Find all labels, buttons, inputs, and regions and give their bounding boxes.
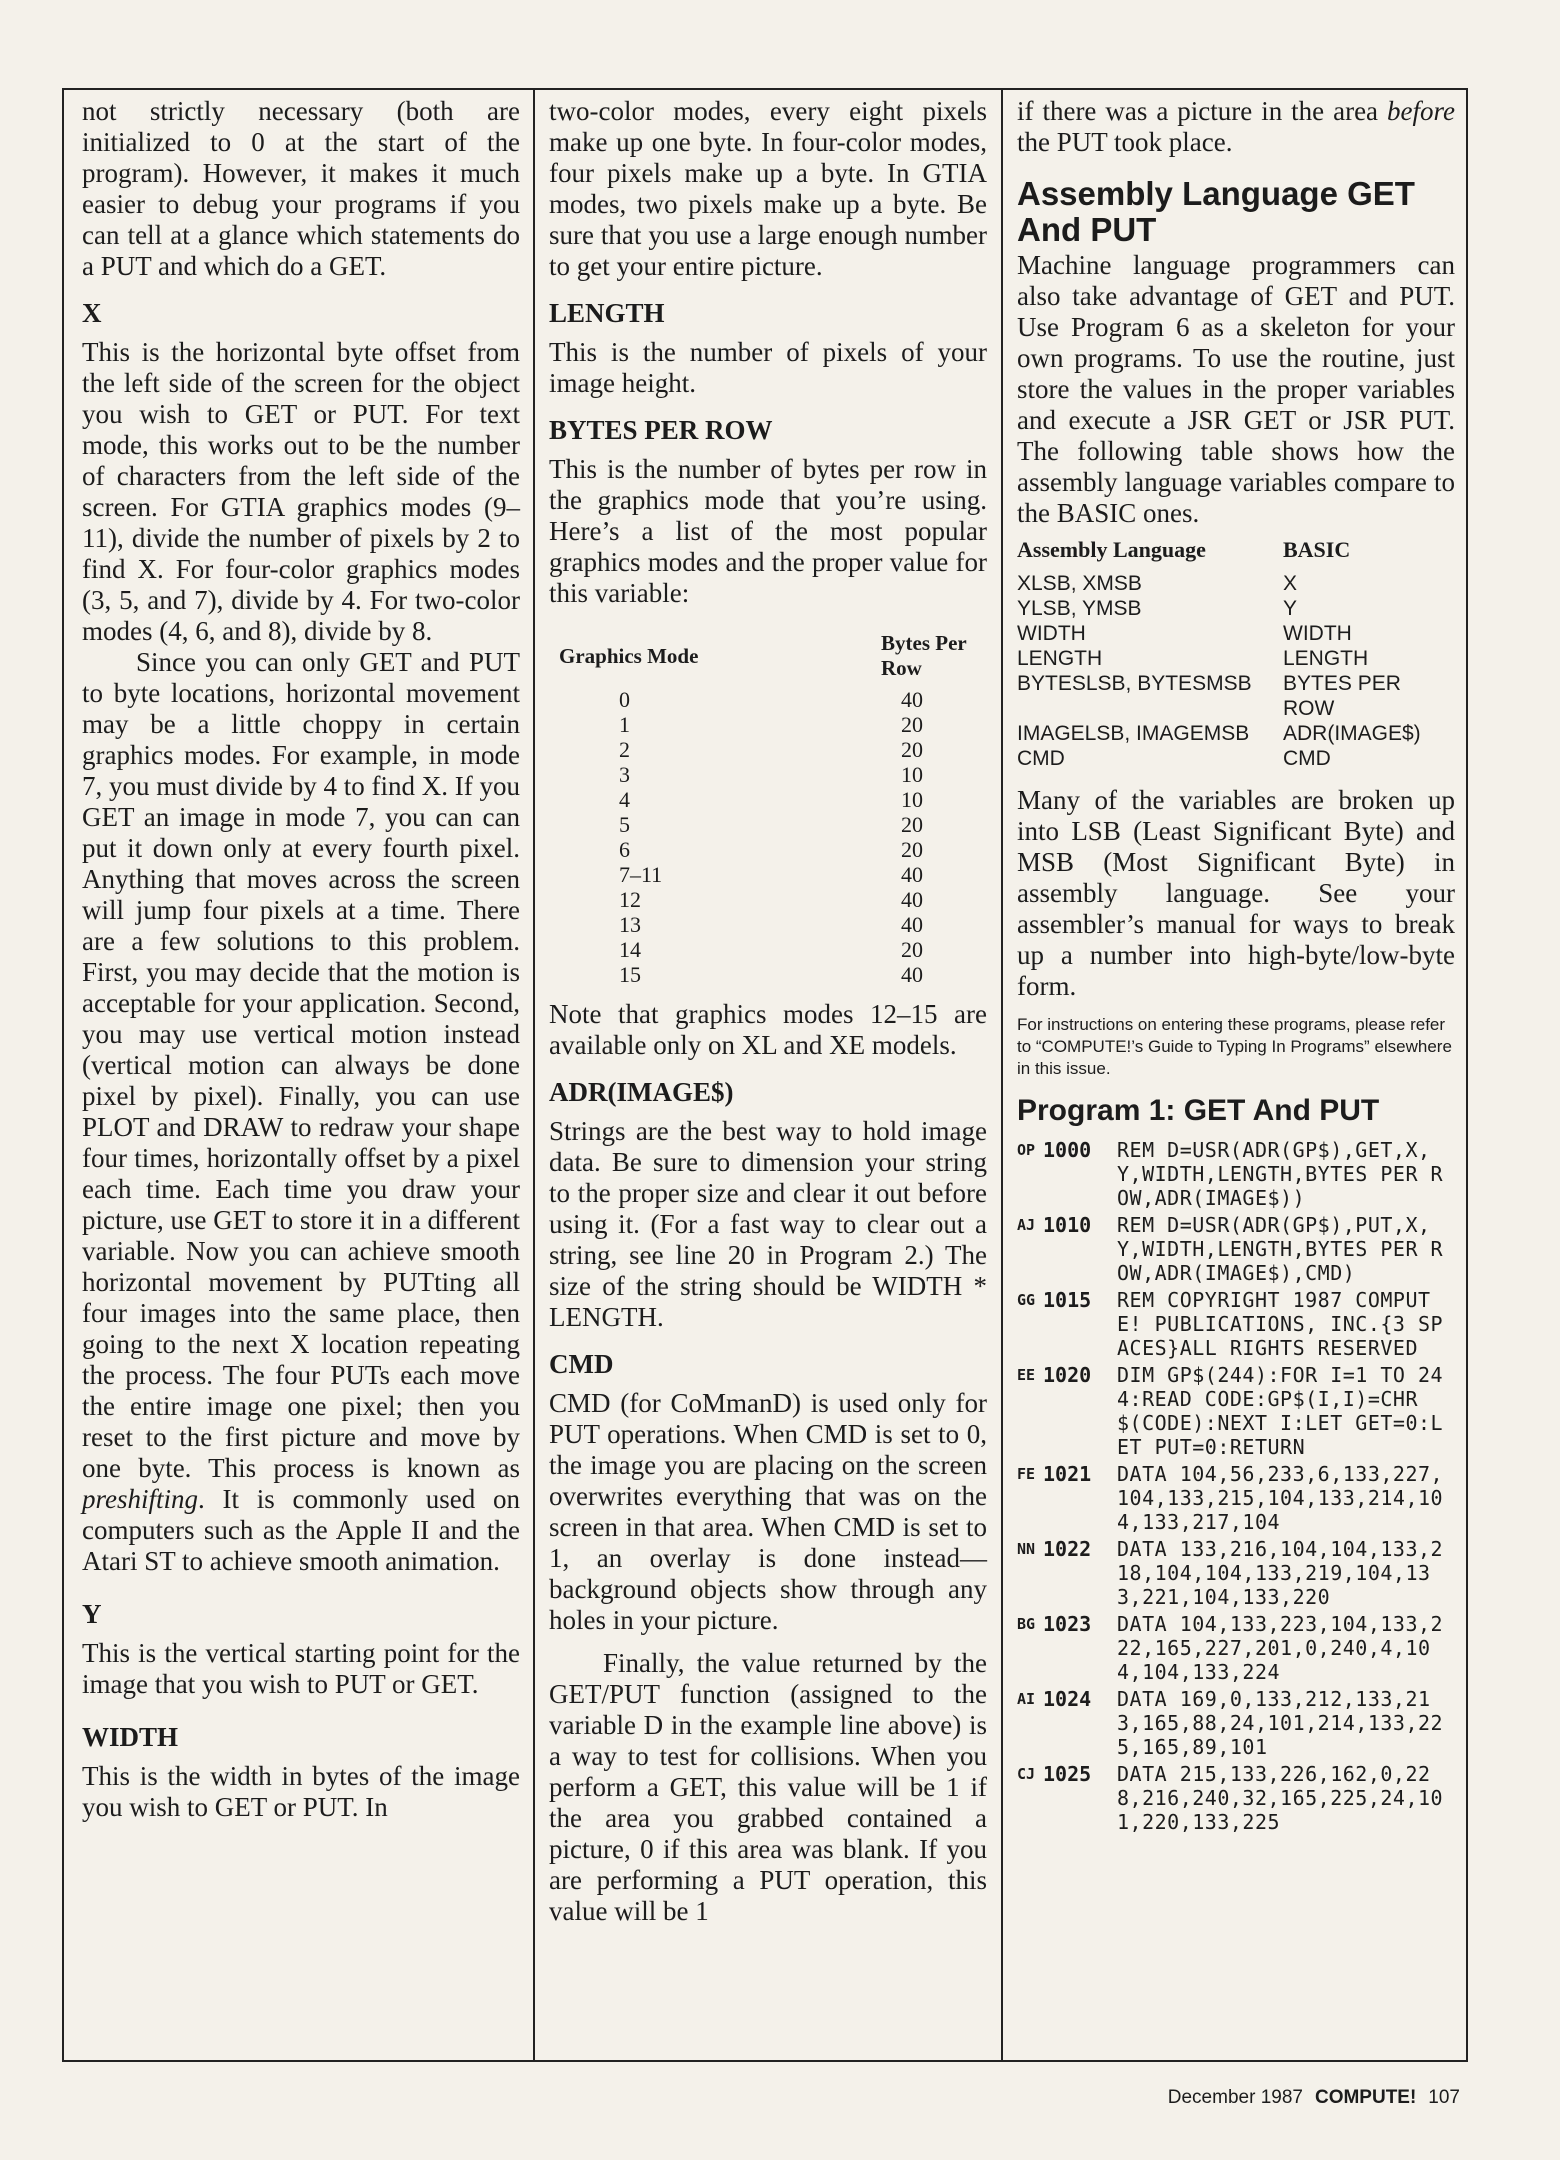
paragraph	[82, 647, 520, 1577]
assembly-variable-cell: WIDTH	[1017, 622, 1086, 645]
line-number: 1024	[1043, 1687, 1092, 1711]
graphics-mode-cell: 4	[619, 787, 630, 812]
checksum: BG	[1017, 1615, 1036, 1633]
table-row	[559, 712, 987, 737]
checksum: OP	[1017, 1141, 1036, 1159]
table-row	[1017, 646, 1455, 671]
table-header: Assembly Language	[1017, 537, 1206, 562]
paragraph: This is the horizontal byte offset from the left side of the screen for the object you wish to GET or PUT. For text mode, this works out to be the number of characters from the left side of the screen. For GTIA graphics modes (9–11), divide the number of pixels by 2 to find X. For four-color graphics modes (3, 5, and 7), divide by 4. For two-color modes (4, 6, and 8), divide by 8.	[82, 337, 520, 646]
graphics-mode-cell: 14	[619, 937, 641, 962]
assembly-variable-table	[1017, 537, 1455, 771]
code-text: DATA 104,56,233,6,133,227,104,133,215,104,133,214,104,133,217,104	[1117, 1462, 1444, 1534]
graphics-mode-cell: 3	[619, 762, 630, 787]
code-text: REM D=USR(ADR(GP$),PUT,X,Y,WIDTH,LENGTH,BYTES PER ROW,ADR(IMAGE$),CMD)	[1117, 1213, 1444, 1285]
table-row	[1017, 671, 1455, 721]
bytes-per-row-cell: 20	[901, 937, 923, 962]
paragraph: not strictly necessary (both are initialized to 0 at the start of the program). However, it makes it much easier to debug your programs if you can tell at a glance which statements do a PUT and which do a GET.	[82, 96, 520, 281]
code-line	[1017, 1762, 1455, 1834]
table-row	[559, 737, 987, 762]
assembly-variable-cell: YLSB, YMSB	[1017, 597, 1142, 620]
graphics-mode-cell: 12	[619, 887, 641, 912]
graphics-mode-cell: 6	[619, 837, 630, 862]
bytes-per-row-cell: 10	[901, 787, 923, 812]
basic-variable-cell: X	[1283, 572, 1298, 595]
table-row	[1017, 596, 1455, 621]
bytes-per-row-cell: 40	[901, 862, 923, 887]
program-title: Program 1: GET And PUT	[1017, 1094, 1380, 1127]
line-number: 1020	[1043, 1363, 1092, 1387]
paragraph: Machine language programmers can also take advantage of GET and PUT. Use Program 6 as a skeleton for your own programs. To use the routine, just store the values in the proper variables and execute a JSR GET or JSR PUT. The following table shows how the assembly language variables compare to the BASIC ones.	[1017, 250, 1455, 528]
checksum: AJ	[1017, 1216, 1036, 1234]
graphics-mode-cell: 7–11	[619, 862, 663, 887]
table-row	[1017, 721, 1455, 746]
graphics-mode-cell: 15	[619, 962, 641, 987]
page-footer	[1168, 2087, 1460, 2109]
bytes-per-row-cell: 10	[901, 762, 923, 787]
checksum: GG	[1017, 1291, 1036, 1309]
bytes-per-row-cell: 40	[901, 687, 923, 712]
section-heading-y: Y	[82, 1599, 102, 1629]
checksum: EE	[1017, 1366, 1036, 1384]
code-text: DATA 169,0,133,212,133,213,165,88,24,101,214,133,225,165,89,101	[1117, 1687, 1444, 1759]
table-row	[1017, 621, 1455, 646]
emphasis-text: before	[1387, 96, 1455, 126]
graphics-mode-cell: 5	[619, 812, 630, 837]
code-line	[1017, 1288, 1455, 1360]
graphics-mode-table	[559, 631, 987, 987]
assembly-variable-cell: CMD	[1017, 747, 1065, 770]
footer-date: December 1987	[1167, 2087, 1303, 2108]
line-number: 1025	[1043, 1762, 1092, 1786]
paragraph-text: . It is commonly used on computers such as the Apple II and the Atari ST to achieve smooth animation.	[82, 1484, 520, 1576]
bytes-per-row-cell: 40	[901, 887, 923, 912]
code-line	[1017, 1687, 1455, 1759]
graphics-mode-cell: 2	[619, 737, 630, 762]
footer-magazine: COMPUTE!	[1314, 2087, 1417, 2108]
line-number: 1023	[1043, 1612, 1092, 1636]
checksum: AI	[1017, 1690, 1036, 1708]
checksum: FE	[1017, 1465, 1036, 1483]
table-row	[559, 837, 987, 862]
code-text: REM D=USR(ADR(GP$),GET,X,Y,WIDTH,LENGTH,BYTES PER ROW,ADR(IMAGE$))	[1117, 1138, 1444, 1210]
table-row	[559, 787, 987, 812]
table-row	[1017, 746, 1455, 771]
column-1	[82, 96, 520, 1823]
code-line	[1017, 1138, 1455, 1210]
line-number: 1021	[1043, 1462, 1092, 1486]
bytes-per-row-cell: 20	[901, 812, 923, 837]
section-heading-adr: ADR(IMAGE$)	[549, 1077, 734, 1107]
code-text: DIM GP$(244):FOR I=1 TO 244:READ CODE:GP$(I,I)=CHR$(CODE):NEXT I:LET GET=0:LET PUT=0:RETURN	[1117, 1363, 1444, 1459]
typing-instructions-note: For instructions on entering these programs, please refer to “COMPUTE!’s Guide to Typing In Programs” elsewhere in this issue.	[1017, 1015, 1452, 1078]
table-row	[559, 762, 987, 787]
table-row	[559, 862, 987, 887]
graphics-mode-cell: 13	[619, 912, 641, 937]
table-header: Graphics Mode	[559, 643, 699, 668]
checksum: CJ	[1017, 1765, 1036, 1783]
paragraph-text: if there was a picture in the area	[1017, 96, 1379, 126]
assembly-variable-cell: XLSB, XMSB	[1017, 572, 1142, 595]
bytes-per-row-cell: 20	[901, 737, 923, 762]
table-row	[559, 687, 987, 712]
paragraph: Finally, the value returned by the GET/PUT function (assigned to the variable D in the example line above) is a way to test for collisions. When you perform a GET, this value will be 1 if the area you grabbed contained a picture, 0 if this area was blank. If you are performing a PUT operation, this value will be 1	[549, 1648, 987, 1926]
basic-variable-cell: ADR(IMAGE$)	[1283, 722, 1421, 745]
code-text: DATA 215,133,226,162,0,228,216,240,32,165,225,24,101,220,133,225	[1117, 1762, 1444, 1834]
table-header: Bytes Per Row	[881, 631, 967, 680]
line-number: 1000	[1043, 1138, 1092, 1162]
section-heading-width: WIDTH	[82, 1722, 179, 1752]
column-2	[549, 96, 987, 1927]
bytes-per-row-cell: 20	[901, 712, 923, 737]
section-heading-assembly: Assembly Language GET And PUT	[1017, 175, 1415, 248]
table-row	[1017, 571, 1455, 596]
program-listing	[1017, 1138, 1455, 1834]
checksum: NN	[1017, 1540, 1036, 1558]
section-heading-x: X	[82, 298, 102, 328]
assembly-variable-cell: LENGTH	[1017, 647, 1103, 670]
paragraph: This is the width in bytes of the image you wish to GET or PUT. In	[82, 1761, 520, 1822]
bytes-per-row-cell: 40	[901, 912, 923, 937]
code-line	[1017, 1213, 1455, 1285]
column-divider	[533, 88, 535, 2062]
table-row	[559, 937, 987, 962]
code-line	[1017, 1363, 1455, 1459]
paragraph: Strings are the best way to hold image data. Be sure to dimension your string to the proper size and clear it out before using it. (For a fast way to clear out a string, see line 20 in Program 2.) The size of the string should be WIDTH * LENGTH.	[549, 1116, 987, 1332]
table-row	[559, 812, 987, 837]
table-row	[559, 887, 987, 912]
paragraph: Note that graphics modes 12–15 are available only on XL and XE models.	[549, 999, 987, 1060]
table-row	[559, 912, 987, 937]
assembly-variable-cell: BYTESLSB, BYTESMSB	[1017, 672, 1252, 695]
paragraph: CMD (for CoMmanD) is used only for PUT operations. When CMD is set to 0, the image you are placing on the screen overwrites everything that was on the screen in that area. When CMD is set to 1, an overlay is done instead—background objects show through any holes in your picture.	[549, 1388, 987, 1635]
table-header: BASIC	[1283, 537, 1351, 562]
column-3	[1017, 96, 1455, 1837]
paragraph	[1017, 96, 1455, 158]
code-line	[1017, 1612, 1455, 1684]
basic-variable-cell: LENGTH	[1283, 647, 1369, 670]
paragraph: Many of the variables are broken up into LSB (Least Significant Byte) and MSB (Most Significant Byte) in assembly language. See your assembler’s manual for ways to break up a number into high-byte/low-byte form.	[1017, 785, 1455, 1001]
section-heading-bytes-per-row: BYTES PER ROW	[549, 415, 773, 445]
line-number: 1015	[1043, 1288, 1092, 1312]
code-line	[1017, 1462, 1455, 1534]
section-heading-cmd: CMD	[549, 1349, 614, 1379]
line-number: 1022	[1043, 1537, 1092, 1561]
paragraph: This is the number of pixels of your image height.	[549, 337, 987, 398]
basic-variable-cell: WIDTH	[1283, 622, 1352, 645]
paragraph: This is the vertical starting point for the image that you wish to PUT or GET.	[82, 1638, 520, 1699]
paragraph-text: Since you can only GET and PUT to byte locations, horizontal movement may be a little choppy in certain graphics modes. For example, in mode 7, you must divide by 4 to find X. If you GET an image in mode 7, you can can put it down only at every fourth pixel. Anything that moves across the screen will jump four pixels at a time. There are a few solutions to this problem. First, you may decide that the motion is acceptable for your application. Second, you may use vertical motion instead (vertical motion can always be done pixel by pixel). Finally, you can use PLOT and DRAW to redraw your shape four times, horizontally offset by a pixel each time. Each time you draw your picture, use GET to store it in a different variable. Now you can achieve smooth horizontal movement by PUTting all four images into the same place, then going to the next X location repeating the process. The four PUTs each move the entire image one pixel; then you reset to the first picture and move by one byte. This process is known as	[82, 647, 520, 1483]
graphics-mode-cell: 1	[619, 712, 630, 737]
basic-variable-cell: CMD	[1283, 747, 1331, 770]
code-line	[1017, 1537, 1455, 1609]
table-row	[559, 962, 987, 987]
code-text: REM COPYRIGHT 1987 COMPUTE! PUBLICATIONS, INC.{3 SPACES}ALL RIGHTS RESERVED	[1117, 1288, 1444, 1360]
column-divider	[1001, 88, 1003, 2062]
emphasis-text: preshifting	[82, 1484, 199, 1514]
code-text: DATA 104,133,223,104,133,222,165,227,201,0,240,4,104,104,133,224	[1117, 1612, 1444, 1684]
assembly-variable-cell: IMAGELSB, IMAGEMSB	[1017, 722, 1250, 745]
paragraph: This is the number of bytes per row in the graphics mode that you’re using. Here’s a list of the most popular graphics modes and the proper value for this variable:	[549, 454, 987, 608]
graphics-mode-cell: 0	[619, 687, 630, 712]
code-text: DATA 133,216,104,104,133,218,104,104,133,219,104,133,221,104,133,220	[1117, 1537, 1444, 1609]
section-heading-length: LENGTH	[549, 298, 665, 328]
basic-variable-cell: BYTES PER ROW	[1283, 672, 1401, 720]
basic-variable-cell: Y	[1283, 597, 1298, 620]
footer-page-number: 107	[1428, 2087, 1460, 2108]
paragraph-text: the PUT took place.	[1017, 127, 1233, 157]
bytes-per-row-cell: 20	[901, 837, 923, 862]
line-number: 1010	[1043, 1213, 1092, 1237]
paragraph: two-color modes, every eight pixels make up one byte. In four-color modes, four pixels make up a byte. In GTIA modes, two pixels make up a byte. Be sure that you use a large enough number to get your entire picture.	[549, 96, 987, 281]
bytes-per-row-cell: 40	[901, 962, 923, 987]
